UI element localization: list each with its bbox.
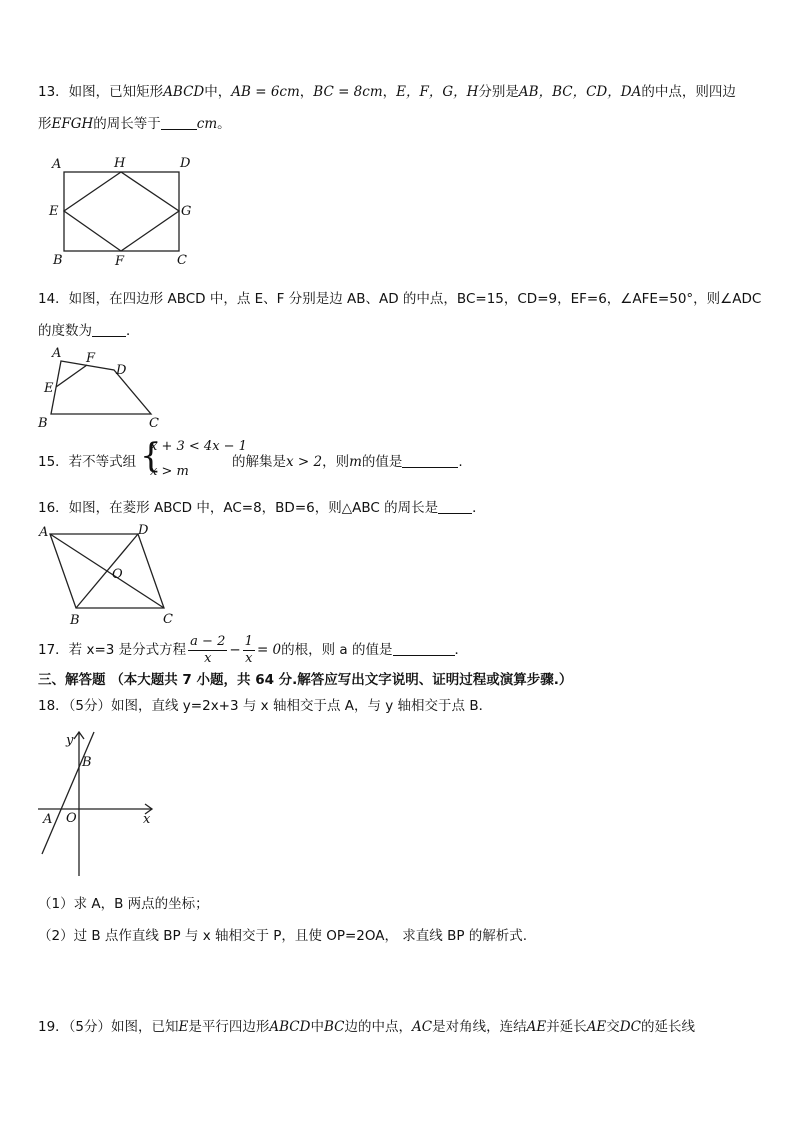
q14-label-a: A xyxy=(52,346,62,361)
q15-prefix: 15．若不等式组 xyxy=(38,454,137,470)
q13-label-a: A xyxy=(52,157,62,172)
q18-label-y: y xyxy=(66,733,74,748)
q13-text: ， xyxy=(382,84,397,100)
q13-points: E，F，G，H xyxy=(396,84,479,100)
q13-label-c: C xyxy=(177,253,187,268)
q18-sub1: （1）求 A，B 两点的坐标； xyxy=(38,896,209,912)
q13-label-h: H xyxy=(114,156,126,171)
q14-quadrilateral xyxy=(51,361,151,414)
q19-bc: BC xyxy=(323,1019,345,1035)
q17-denominator-2: x xyxy=(245,650,253,666)
q19-text: 的延长线 xyxy=(640,1019,695,1035)
q14-segment-ef xyxy=(56,365,87,387)
q13-text: 形 xyxy=(38,116,52,132)
q17-denominator-1: x xyxy=(204,650,212,666)
q13-label-e: E xyxy=(49,204,59,219)
q13-text: 。 xyxy=(217,116,231,132)
q18-label-o: O xyxy=(66,811,77,826)
q16-label-b: B xyxy=(70,613,80,628)
q14-text: 的度数为 xyxy=(38,323,92,339)
q19-abcd: ABCD xyxy=(269,1019,311,1035)
q19-text: 19．（5分）如图，已知 xyxy=(38,1019,179,1035)
q14-label-c: C xyxy=(149,416,159,431)
q16-line xyxy=(38,499,764,517)
q15-answer-blank[interactable] xyxy=(402,453,458,468)
q18-title: 18．（5分）如图，直线 y=2x+3 与 x 轴相交于点 A，与 y 轴相交于点 B． xyxy=(38,698,493,714)
q16-text: ． xyxy=(472,500,486,516)
q19-text: 并延长 xyxy=(546,1019,587,1035)
q13-text: 的中点，则四边 xyxy=(641,84,736,100)
q13-rect-name: ABCD xyxy=(163,84,205,100)
q19-e: E xyxy=(178,1019,189,1035)
q13-line2 xyxy=(38,115,764,133)
q14-label-b: B xyxy=(38,416,48,431)
q13-unit: cm xyxy=(196,116,218,132)
q18-figure xyxy=(34,728,164,880)
q17-answer-blank[interactable] xyxy=(393,641,455,656)
q16-diagonal-bd xyxy=(76,534,138,608)
q17-fraction-1 xyxy=(188,634,227,667)
q19-text: 交 xyxy=(606,1019,620,1035)
q17-text: ． xyxy=(454,642,468,658)
q19-text: 是对角线，连结 xyxy=(432,1019,527,1035)
q19-dc: DC xyxy=(619,1019,641,1035)
q16-label-o: O xyxy=(112,567,123,582)
q19-text: 边的中点， xyxy=(344,1019,412,1035)
q19-ae: AE xyxy=(526,1019,547,1035)
q13-text: 的周长等于 xyxy=(93,116,161,132)
q13-bc: BC = 8cm xyxy=(313,84,383,100)
q13-answer-blank[interactable] xyxy=(161,115,197,130)
q13-figure xyxy=(44,152,204,270)
q14-label-e: E xyxy=(44,381,54,396)
q19-text: 是平行四边形 xyxy=(188,1019,270,1035)
q17-minus: − xyxy=(229,642,241,658)
q18-line-y2x3 xyxy=(42,732,94,854)
q17-numerator-1: a − 2 xyxy=(190,633,226,649)
q13-sides: AB，BC，CD，DA xyxy=(518,84,642,100)
q14-label-d: D xyxy=(116,363,127,378)
q13-efgh: EFGH xyxy=(51,116,94,132)
q14-line2 xyxy=(38,322,764,340)
q14-line1: 14．如图，在四边形 ABCD 中，点 E、F 分别是边 AB、AD 的中点，BC=15，CD=9，EF=6，∠AFE=50°，则∠ADC xyxy=(38,291,762,307)
q15-m: m xyxy=(349,454,362,470)
q16-label-a: A xyxy=(39,525,49,540)
q18-sub2: （2）过 B 点作直线 BP 与 x 轴相交于 P，且使 OP=2OA， 求直线 BP 的解析式. xyxy=(38,928,528,944)
q17-fraction-2 xyxy=(243,634,255,667)
q14-label-f: F xyxy=(86,351,96,366)
q15-solution: x > 2 xyxy=(286,454,323,470)
q13-line1 xyxy=(38,83,764,101)
q14-figure xyxy=(36,344,166,430)
q17-equals: = 0 xyxy=(256,642,282,658)
q14-answer-blank[interactable] xyxy=(92,322,126,337)
q13-label-g: G xyxy=(181,204,192,219)
q15-text: 的解集是 xyxy=(232,454,286,470)
q16-figure xyxy=(36,520,186,630)
q13-label-f: F xyxy=(115,254,125,269)
q15-text: 的值是 xyxy=(361,454,403,470)
q17-text: 17．若 x=3 是分式方程 xyxy=(38,642,187,658)
q18-label-x: x xyxy=(143,812,151,827)
q19-ac: AC xyxy=(411,1019,433,1035)
q13-text: 分别是 xyxy=(478,84,519,100)
q16-label-c: C xyxy=(163,612,173,627)
q14-text: ． xyxy=(126,323,140,339)
q15-brace: { xyxy=(140,436,162,476)
q15-inequality-1: x + 3 < 4x − 1 xyxy=(150,439,247,454)
q15-inequality-2: x > m xyxy=(150,464,189,479)
q13-label-d: D xyxy=(180,156,191,171)
q19-ae-2: AE xyxy=(586,1019,607,1035)
q13-rhombus-efgh xyxy=(64,172,179,251)
q13-label-b: B xyxy=(53,253,63,268)
section-3-heading: 三、解答题 （本大题共 7 小题，共 64 分.解答应写出文字说明、证明过程或演算步骤.） xyxy=(38,672,573,688)
q16-label-d: D xyxy=(138,523,149,538)
q13-text: 中， xyxy=(204,84,232,100)
q17-line xyxy=(38,630,764,670)
q19-line xyxy=(38,1018,764,1036)
q19-text: 中 xyxy=(310,1019,324,1035)
q16-answer-blank[interactable] xyxy=(438,499,472,514)
q16-text: 16．如图，在菱形 ABCD 中，AC=8，BD=6，则△ABC 的周长是 xyxy=(38,500,439,516)
q15-text: . xyxy=(458,454,463,470)
q18-label-a: A xyxy=(43,812,53,827)
q13-text: 13．如图，已知矩形 xyxy=(38,84,164,100)
q13-text: ， xyxy=(299,84,314,100)
q15-suffix xyxy=(232,453,764,471)
q17-text: 的根，则 a 的值是 xyxy=(281,642,393,658)
q18-label-b: B xyxy=(82,755,92,770)
q17-numerator-2: 1 xyxy=(244,633,253,649)
q13-ab: AB = 6cm xyxy=(231,84,300,100)
q15-text: ，则 xyxy=(322,454,350,470)
q13-rectangle xyxy=(64,172,179,251)
